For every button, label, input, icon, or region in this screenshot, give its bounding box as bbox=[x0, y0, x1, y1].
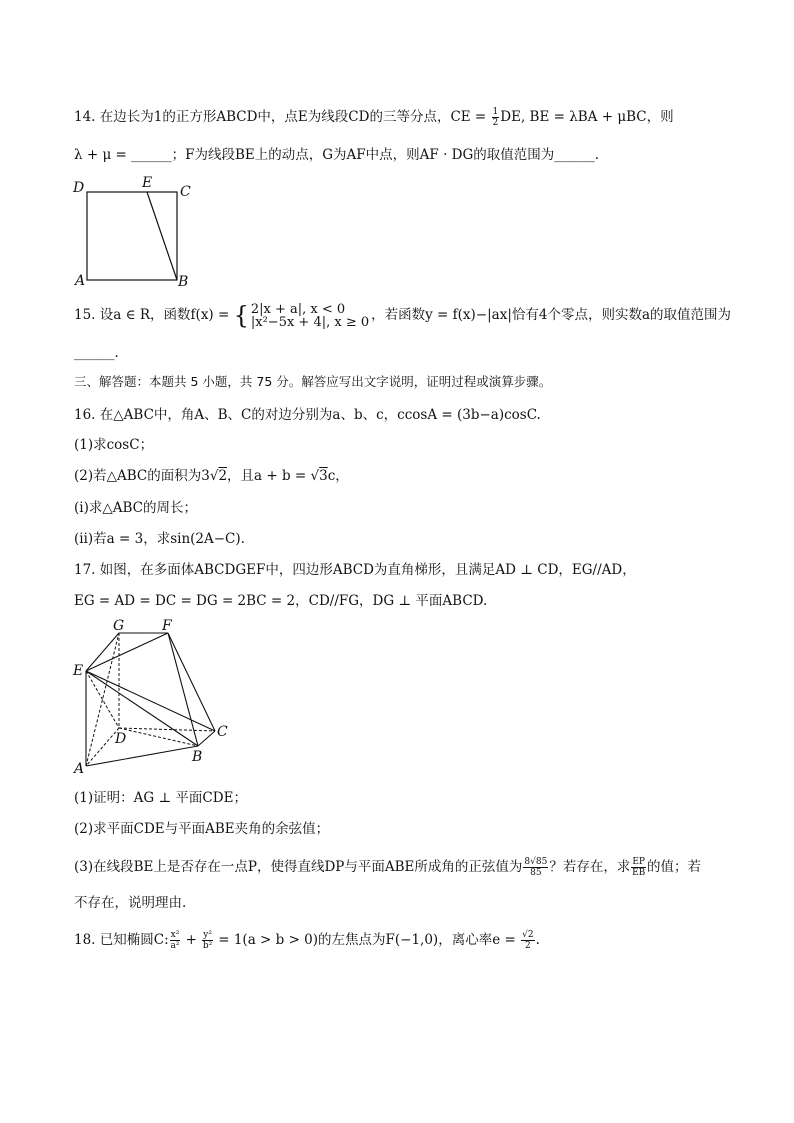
q18-b: = 1(a > b > 0)的左焦点为F(−1,0)，离心率e = bbox=[213, 932, 521, 948]
q17-p3-a: (3)在线段BE上是否存在一点P，使得直线DP与平面ABE所成角的正弦值为 bbox=[74, 859, 523, 875]
q14-line2: λ + μ = ______；F为线段BE上的动点，G为AF中点，则AF · DG的取值范围为______. bbox=[74, 147, 600, 163]
label-a2: A bbox=[74, 761, 85, 777]
square-figure bbox=[70, 172, 200, 290]
q17-stem1: 17. 如图，在多面体ABCDGEF中，四边形ABCD为直角梯形，且满足AD ⊥ CD，EG//AD， bbox=[74, 562, 636, 578]
q16-sqrt2-radicand: 2 bbox=[218, 468, 228, 484]
q16-stem: 16. 在△ABC中，角A、B、C的对边分别为a、b、c，ccosA = (3b−a)cosC. bbox=[74, 407, 541, 423]
q18-x-den: a² bbox=[170, 941, 180, 951]
q16-part1: (1)求cosC； bbox=[74, 437, 154, 453]
edge-dc bbox=[119, 728, 215, 731]
q14-half-num: 1 bbox=[492, 107, 499, 117]
label-c2: C bbox=[217, 724, 228, 740]
q16-part2 bbox=[74, 466, 349, 486]
q15-brace: { bbox=[233, 301, 249, 330]
q16-part-i: (ⅰ)求△ABC的周长； bbox=[74, 500, 197, 516]
q18-c: . bbox=[535, 932, 540, 948]
label-e2: E bbox=[73, 663, 84, 679]
label-d: D bbox=[73, 180, 85, 196]
q18-y-fraction bbox=[202, 930, 213, 951]
q17-part3 bbox=[74, 857, 701, 878]
label-g: G bbox=[113, 618, 125, 634]
q18-e-den: 2 bbox=[524, 941, 531, 951]
q18-e-num: √2 bbox=[522, 930, 534, 940]
q15-piecewise bbox=[251, 303, 369, 329]
q15-post: ，若函数y = f(x)−|ax|恰有4个零点，则实数a的取值范围为 bbox=[371, 307, 732, 323]
q17-p3-b: ？若存在，求 bbox=[549, 859, 631, 875]
edge-ec bbox=[86, 671, 215, 731]
q16-p2-c: c， bbox=[327, 468, 349, 484]
edge-fc bbox=[168, 633, 215, 731]
q18-x-num: x² bbox=[170, 930, 180, 940]
edge-ab bbox=[86, 746, 198, 766]
q18-e-fraction bbox=[521, 930, 534, 951]
label-d2: D bbox=[115, 731, 127, 747]
q16-sqrt3-radicand: 3 bbox=[319, 468, 328, 484]
q14-half-fraction bbox=[492, 107, 500, 128]
segment-be bbox=[147, 192, 177, 280]
edge-fe bbox=[86, 633, 168, 671]
edge-bc bbox=[198, 731, 215, 746]
edge-ed bbox=[86, 671, 119, 728]
q17-part1: (1)证明：AG ⊥ 平面CDE； bbox=[74, 790, 247, 806]
q14-text-a: 14. 在边长为1的正方形 bbox=[74, 109, 217, 125]
q17-part2: (2)求平面CDE与平面ABE夹角的余弦值； bbox=[74, 821, 330, 837]
q16-p2-a: (2)若△ABC的面积为3 bbox=[74, 468, 210, 484]
label-e: E bbox=[142, 175, 153, 191]
q15-case2: |x²−5x + 4|, x ≥ 0 bbox=[250, 314, 370, 330]
q14-line1 bbox=[74, 107, 674, 128]
edge-db bbox=[119, 728, 198, 746]
q17-sine-fraction bbox=[523, 857, 548, 878]
label-b2: B bbox=[192, 749, 203, 765]
section-heading: 三、解答题：本题共 5 小题，共 75 分。解答应写出文字说明，证明过程或演算步骤。 bbox=[74, 374, 552, 389]
q15-line2: ______. bbox=[74, 345, 119, 361]
q16-sqrt3: √3 bbox=[310, 468, 328, 484]
q17-sine-den: 85 bbox=[530, 868, 542, 878]
q17-ratio-num: EP bbox=[632, 857, 645, 867]
q17-sine-num: 8√85 bbox=[524, 857, 548, 867]
label-a: A bbox=[75, 273, 86, 289]
q17-stem2: EG = AD = DC = DG = 2BC = 2，CD//FG，DG ⊥ 平面ABCD. bbox=[74, 593, 488, 609]
q18-y-den: b² bbox=[202, 941, 213, 951]
q14-text-b: ABCD中，点E为线段CD的三等分点，CE = bbox=[216, 109, 491, 125]
q18-a: 18. 已知椭圆C: bbox=[74, 932, 169, 948]
q17-p3-c: 的值；若 bbox=[646, 859, 701, 875]
q14-half-den: 2 bbox=[492, 118, 499, 128]
label-c: C bbox=[180, 184, 191, 200]
q18-y-num: y² bbox=[203, 930, 212, 940]
q18-plus: + bbox=[181, 932, 202, 948]
q18-x-fraction bbox=[170, 930, 181, 951]
polyhedron-figure bbox=[70, 618, 240, 778]
q17-ratio-den: EB bbox=[632, 868, 646, 878]
q17-part3-line2: 不存在，说明理由. bbox=[74, 895, 187, 911]
q16-sqrt2: √2 bbox=[209, 468, 228, 484]
q16-p2-b: ，且a + b = bbox=[227, 468, 311, 484]
label-b: B bbox=[178, 274, 189, 290]
q17-ratio-fraction bbox=[631, 857, 646, 878]
q18-stem bbox=[74, 930, 540, 951]
q15-line1 bbox=[74, 302, 731, 329]
q16-part-ii: (ⅱ)若a = 3，求sin(2A−C). bbox=[74, 531, 245, 547]
label-f: F bbox=[162, 618, 172, 634]
square-abcd bbox=[87, 192, 177, 280]
q15-pre: 15. 设a ∈ R，函数f(x) = bbox=[74, 307, 234, 323]
q14-text-c: DE, BE = λBA + μBC，则 bbox=[500, 109, 674, 125]
q15-case1: 2|x + a|, x < 0 bbox=[250, 301, 346, 317]
